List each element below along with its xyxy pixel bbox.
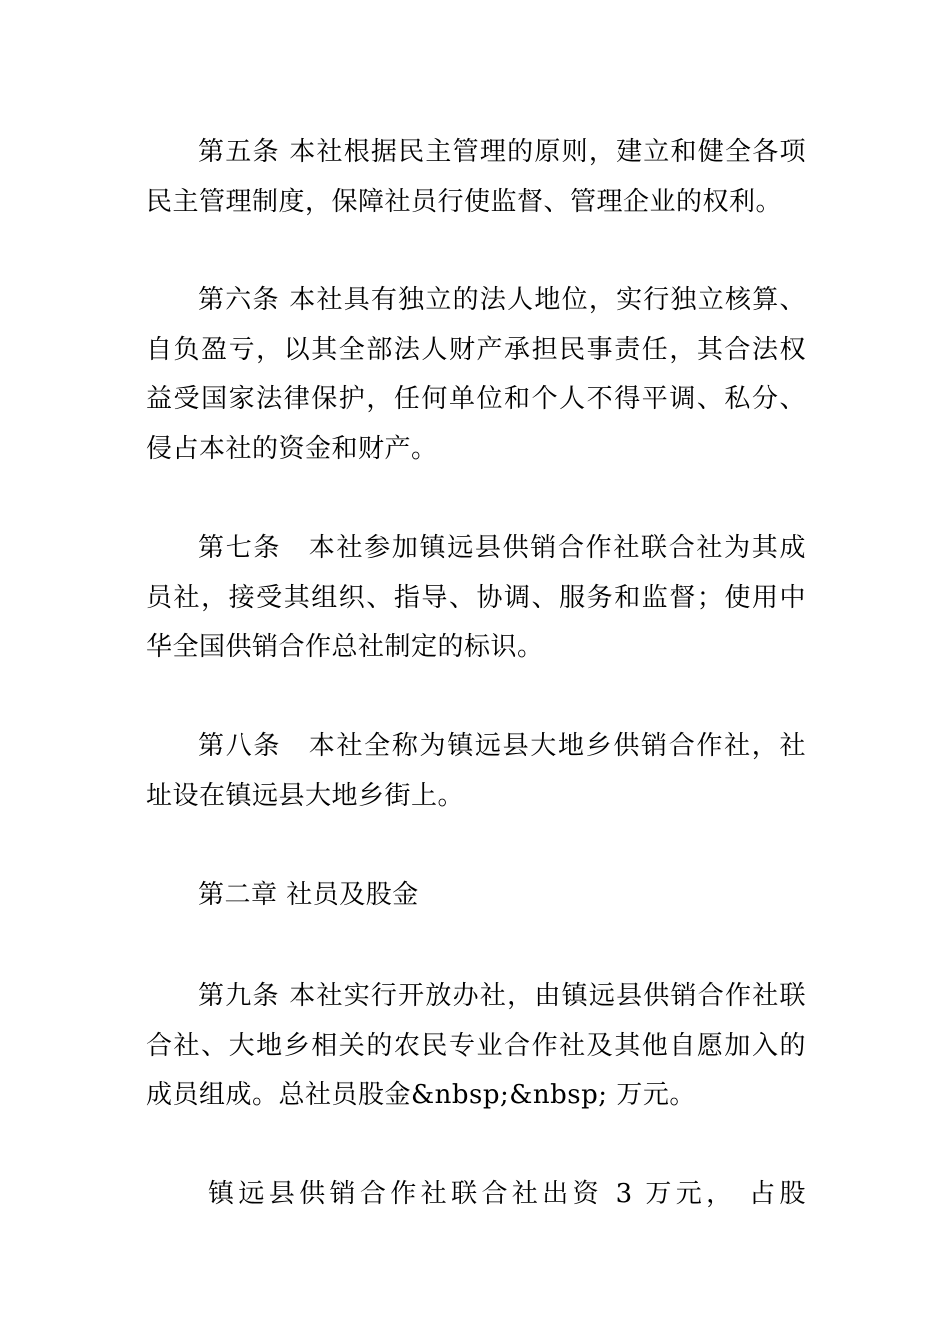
article-8-paragraph: 第八条 本社全称为镇远县大地乡供销合作社，社址设在镇远县大地乡街上。: [146, 731, 806, 811]
article-7-paragraph: 第七条 本社参加镇远县供销合作社联合社为其成员社，接受其组织、指导、协调、服务和监督；使用中华全国供销合作总社制定的标识。: [146, 533, 806, 662]
capital-contribution-paragraph: 镇远县供销合作社联合社出资 3 万元， 占股: [208, 1179, 806, 1209]
chapter-2-heading: 第二章 社员及股金: [198, 880, 419, 910]
article-9-paragraph: 第九条 本社实行开放办社，由镇远县供销合作社联合社、大地乡相关的农民专业合作社及其他自愿加入的成员组成。总社员股金&nbsp;&nbsp; 万元。: [146, 981, 806, 1110]
article-5-paragraph: 第五条 本社根据民主管理的原则，建立和健全各项民主管理制度，保障社员行使监督、管理企业的权利。: [146, 137, 806, 217]
article-6-paragraph: 第六条 本社具有独立的法人地位，实行独立核算、自负盈亏，以其全部法人财产承担民事责任，其合法权益受国家法律保护，任何单位和个人不得平调、私分、侵占本社的资金和财产。: [146, 285, 806, 464]
